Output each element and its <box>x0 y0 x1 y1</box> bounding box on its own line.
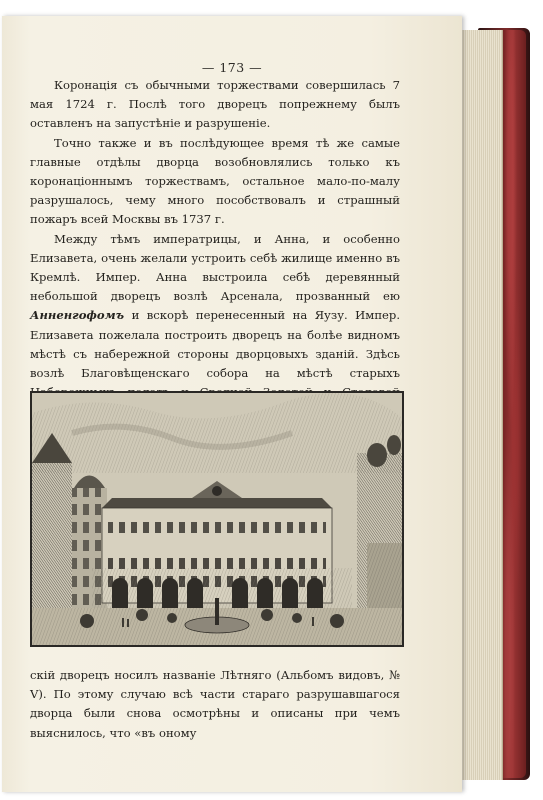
palace-engraving <box>30 391 404 647</box>
page-stack-edge <box>458 30 503 780</box>
paragraph-coronation: Коронація съ обычными торжествами совершилась 7 мая 1724 г. Послѣ того дворецъ попрежнему былъ оставленъ на запустѣніе и разрушеніе. <box>30 78 400 131</box>
palace-engraving-illustration <box>32 393 402 645</box>
page-number: — 173 — <box>201 60 263 75</box>
marbled-cover <box>500 30 526 778</box>
bottom-text-block <box>30 666 400 743</box>
paragraph-empresses: Между тѣмъ императрицы, и Анна, и особенно Елизавета, очень желали устроить себѣ жилище именно въ Кремлѣ. Импер. Анна выстроила себѣ деревянный небольшой дворецъ возлѣ Арсенала, прозванный ею Анненгофомъ и вскорѣ перенесенный на Яузу. Импер. Елизавета пожелала построить дворецъ на болѣе видномъ мѣстѣ съ набережной стороны дворцовыхъ зданій. Здѣсь возлѣ Благовѣщенскаго собора на мѣстѣ старыхъ <box>30 230 400 460</box>
annenhof-name: Анненгофомъ <box>30 308 125 323</box>
paragraph-continuation: скій дворецъ носилъ названіе Лѣтняго (Альбомъ видовъ, № V). По этому случаю всѣ части стараго разрушавшагося дворца были снова осмотрѣны и описаны при чемъ выяснилось, что «въ оному <box>30 668 400 740</box>
book-page <box>2 16 462 792</box>
paragraph-restoration: Точно также и въ послѣдующее время тѣ же самые главные отдѣлы дворца возобновлялись только къ коронаціоннымъ торжествамъ, остальное мало-по-малу разрушалось, чему много пособствовалъ и страшный пожаръ всей Москвы въ 1737 г. <box>30 135 400 227</box>
